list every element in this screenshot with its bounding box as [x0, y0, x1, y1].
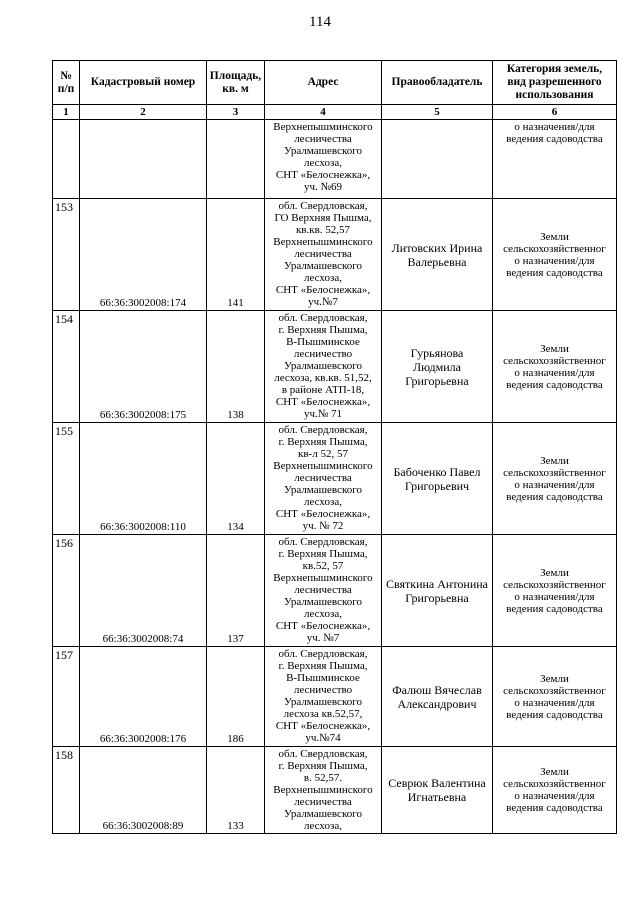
column-number: 3 — [207, 105, 265, 120]
owner: Севрюк Валентина Игнатьевна — [382, 747, 493, 834]
area-value: 141 — [207, 199, 265, 311]
table-row — [53, 423, 617, 535]
land-category: Земли сельскохозяйственног о назначения/для ведения садоводства — [493, 423, 617, 535]
row-number: 158 — [53, 747, 80, 834]
header-area: Площадь, кв. м — [207, 61, 265, 105]
column-number: 4 — [265, 105, 382, 120]
area-value: 137 — [207, 535, 265, 647]
column-number: 6 — [493, 105, 617, 120]
address: обл. Свердловская, г. Верхняя Пышма, В-Пышминское лесничество Уралмашевского лесхоза кв.52,57, СНТ «Белоснежка», уч.№74 — [265, 647, 382, 747]
row-number: 153 — [53, 199, 80, 311]
land-category: о назначения/для ведения садоводства — [493, 120, 617, 199]
table-row — [53, 535, 617, 647]
cadastral-number: 66:36:3002008:89 — [80, 747, 207, 834]
address: Верхнепышминского лесничества Уралмашевского лесхоза, СНТ «Белоснежка», уч. №69 — [265, 120, 382, 199]
owner: Гурьянова Людмила Григорьевна — [382, 311, 493, 423]
land-registry-table — [52, 60, 617, 834]
column-number: 1 — [53, 105, 80, 120]
land-category: Земли сельскохозяйственног о назначения/для ведения садоводства — [493, 199, 617, 311]
land-category: Земли сельскохозяйственног о назначения/для ведения садоводства — [493, 535, 617, 647]
row-number: 157 — [53, 647, 80, 747]
column-number-row — [53, 105, 617, 120]
area-value — [207, 120, 265, 199]
table-row — [53, 120, 617, 199]
land-category: Земли сельскохозяйственног о назначения/для ведения садоводства — [493, 647, 617, 747]
owner: Литовских Ирина Валерьевна — [382, 199, 493, 311]
row-number: 154 — [53, 311, 80, 423]
header-cadastral: Кадастровый номер — [80, 61, 207, 105]
cadastral-number: 66:36:3002008:175 — [80, 311, 207, 423]
cadastral-number: 66:36:3002008:74 — [80, 535, 207, 647]
area-value: 133 — [207, 747, 265, 834]
header-address: Адрес — [265, 61, 382, 105]
area-value: 134 — [207, 423, 265, 535]
cadastral-number: 66:36:3002008:174 — [80, 199, 207, 311]
cadastral-number: 66:36:3002008:176 — [80, 647, 207, 747]
land-category: Земли сельскохозяйственног о назначения/для ведения садоводства — [493, 747, 617, 834]
table-row — [53, 199, 617, 311]
header-category: Категория земель, вид разрешенного использования — [493, 61, 617, 105]
owner: Святкина Антонина Григорьевна — [382, 535, 493, 647]
column-number: 2 — [80, 105, 207, 120]
row-number — [53, 120, 80, 199]
table-row — [53, 311, 617, 423]
address: обл. Свердловская, г. Верхняя Пышма, в. 52,57. Верхнепышминского лесничества Уралмашевского лесхоза, — [265, 747, 382, 834]
row-number: 155 — [53, 423, 80, 535]
page-number: 114 — [309, 14, 331, 30]
header-row — [53, 61, 617, 105]
address: обл. Свердловская, г. Верхняя Пышма, В-Пышминское лесничество Уралмашевского лесхоза, кв.кв. 51,52, в районе АТП-18, СНТ «Белоснежка», уч.№ 71 — [265, 311, 382, 423]
column-number: 5 — [382, 105, 493, 120]
land-category: Земли сельскохозяйственног о назначения/для ведения садоводства — [493, 311, 617, 423]
address: обл. Свердловская, г. Верхняя Пышма, кв.52, 57 Верхнепышминского лесничества Уралмашевского лесхоза, СНТ «Белоснежка», уч. №7 — [265, 535, 382, 647]
cadastral-number: 66:36:3002008:110 — [80, 423, 207, 535]
table-row — [53, 647, 617, 747]
owner: Бабоченко Павел Григорьевич — [382, 423, 493, 535]
address: обл. Свердловская, г. Верхняя Пышма, кв-л 52, 57 Верхнепышминского лесничества Уралмашевского лесхоза, СНТ «Белоснежка», уч. № 72 — [265, 423, 382, 535]
address: обл. Свердловская, ГО Верхняя Пышма, кв.кв. 52,57 Верхнепышминского лесничества Уралмашевского лесхоза, СНТ «Белоснежка», уч.№7 — [265, 199, 382, 311]
owner — [382, 120, 493, 199]
row-number: 156 — [53, 535, 80, 647]
area-value: 186 — [207, 647, 265, 747]
owner: Фалюш Вячеслав Александрович — [382, 647, 493, 747]
area-value: 138 — [207, 311, 265, 423]
header-owner: Правообладатель — [382, 61, 493, 105]
header-number: № п/п — [53, 61, 80, 105]
cadastral-number — [80, 120, 207, 199]
table-row — [53, 747, 617, 834]
